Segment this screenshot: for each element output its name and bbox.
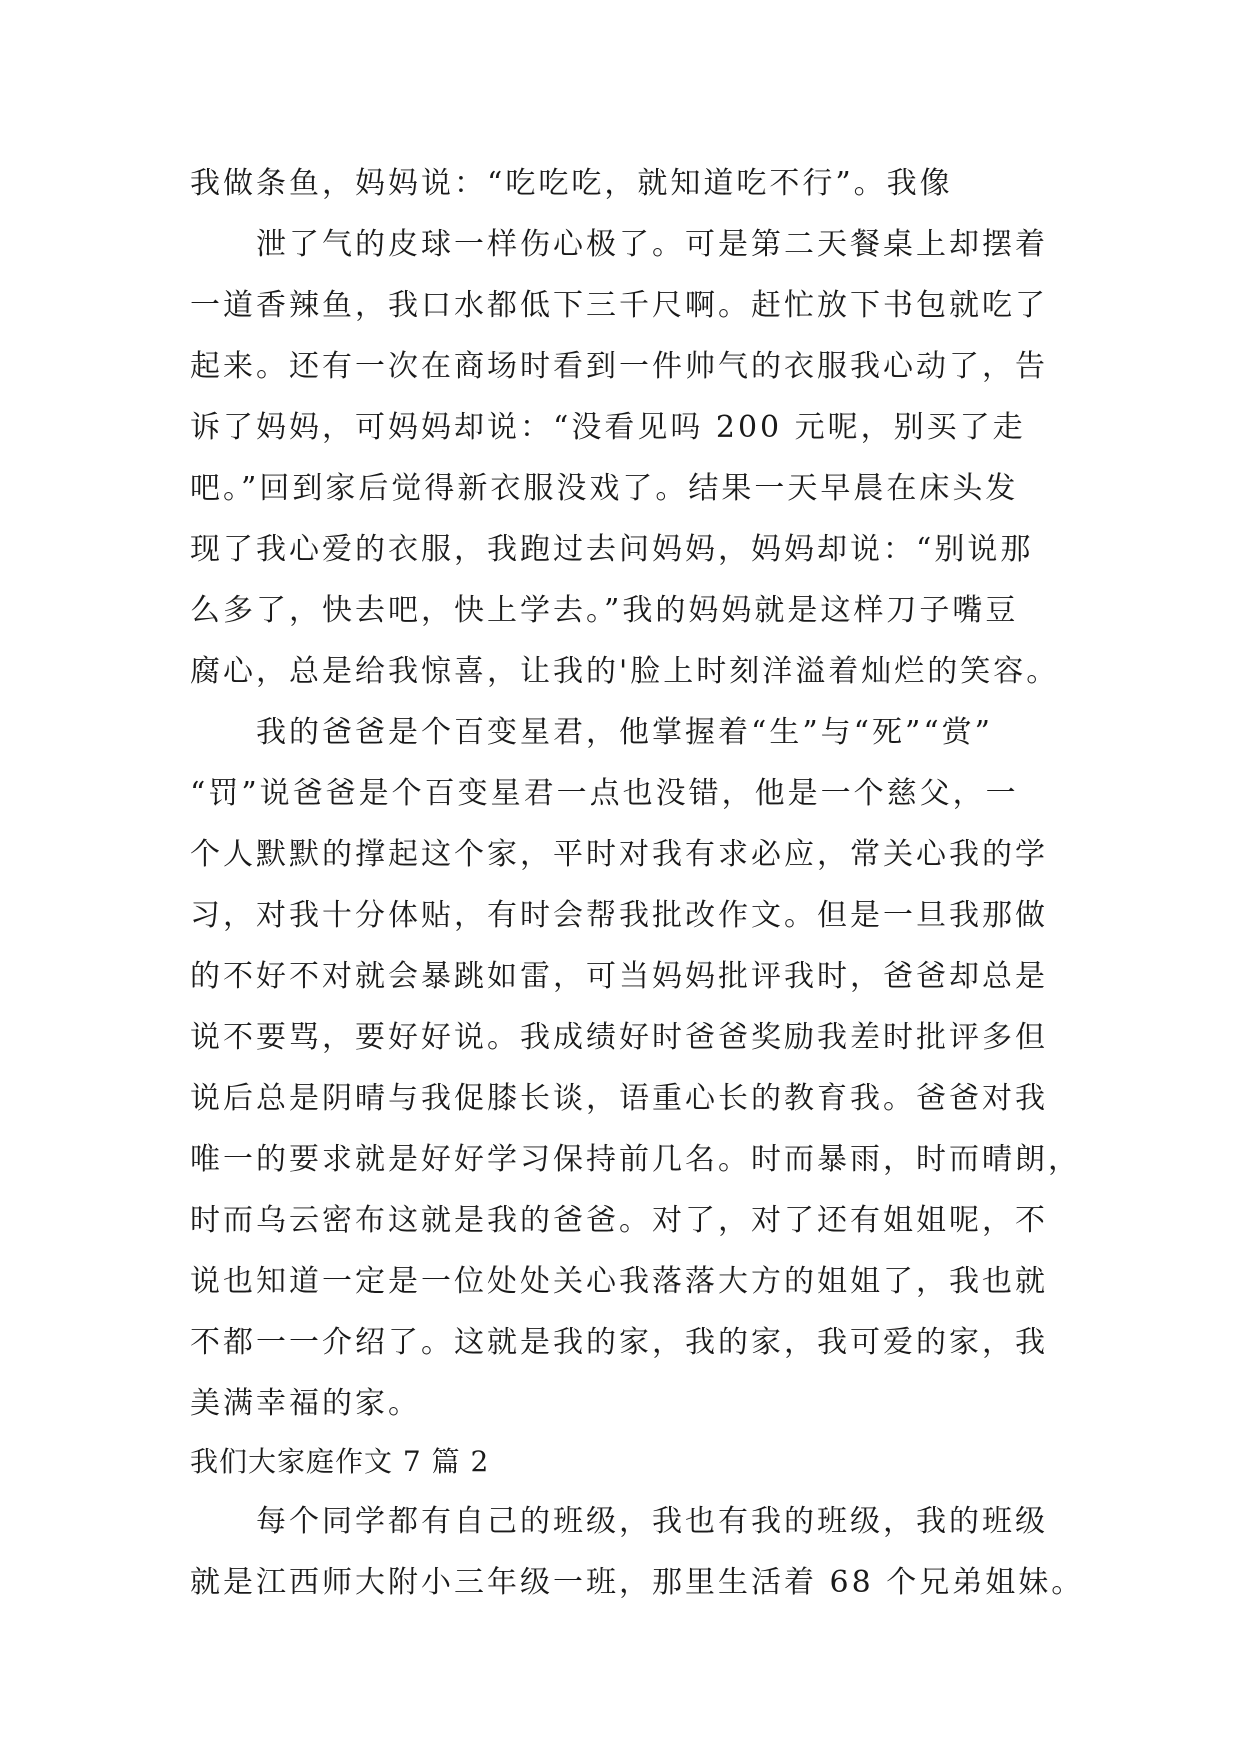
text-line: 习，对我十分体贴，有时会帮我批改作文。但是一旦我那做 — [190, 898, 1048, 933]
text-line: 起来。还有一次在商场时看到一件帅气的衣服我心动了，告 — [190, 349, 1048, 384]
text-line: 个人默默的撑起这个家，平时对我有求必应，常关心我的学 — [190, 837, 1048, 872]
text-line: 时而乌云密布这就是我的爸爸。对了，对了还有姐姐呢，不 — [190, 1203, 1048, 1238]
section-heading: 我们大家庭作文 7 篇 2 — [190, 1445, 490, 1478]
text-line: 腐心，总是给我惊喜，让我的'脸上时刻洋溢着灿烂的笑容。 — [190, 654, 1060, 689]
text-line: 说也知道一定是一位处处关心我落落大方的姐姐了，我也就 — [190, 1264, 1048, 1299]
text-line: 我做条鱼，妈妈说：“吃吃吃，就知道吃不行”。我像 — [190, 166, 953, 201]
text-line: 泄了气的皮球一样伤心极了。可是第二天餐桌上却摆着 — [256, 227, 1048, 262]
text-line: 每个同学都有自己的班级，我也有我的班级，我的班级 — [256, 1504, 1048, 1539]
text-line: 美满幸福的家。 — [190, 1386, 421, 1421]
text-line: “罚”说爸爸是个百变星君一点也没错，他是一个慈父，一 — [190, 776, 1019, 811]
text-line: 么多了，快去吧，快上学去。”我的妈妈就是这样刀子嘴豆 — [190, 593, 1019, 628]
text-line: 一道香辣鱼，我口水都低下三千尺啊。赶忙放下书包就吃了 — [190, 288, 1048, 323]
text-line: 诉了妈妈，可妈妈却说：“没看见吗 200 元呢，别买了走 — [190, 410, 1026, 445]
text-line: 唯一的要求就是好好学习保持前几名。时而暴雨，时而晴朗， — [190, 1142, 1081, 1177]
text-line: 的不好不对就会暴跳如雷，可当妈妈批评我时，爸爸却总是 — [190, 959, 1048, 994]
text-line: 吧。”回到家后觉得新衣服没戏了。结果一天早晨在床头发 — [190, 471, 1019, 506]
text-line: 说后总是阴晴与我促膝长谈，语重心长的教育我。爸爸对我 — [190, 1081, 1048, 1116]
text-line: 说不要骂，要好好说。我成绩好时爸爸奖励我差时批评多但 — [190, 1020, 1048, 1055]
text-line: 不都一一介绍了。这就是我的家，我的家，我可爱的家，我 — [190, 1325, 1048, 1360]
text-line: 就是江西师大附小三年级一班，那里生活着 68 个兄弟姐妹。 — [190, 1565, 1085, 1600]
text-line: 我的爸爸是个百变星君，他掌握着“生”与“死”“赏” — [256, 715, 994, 750]
text-line: 现了我心爱的衣服，我跑过去问妈妈，妈妈却说：“别说那 — [190, 532, 1034, 567]
